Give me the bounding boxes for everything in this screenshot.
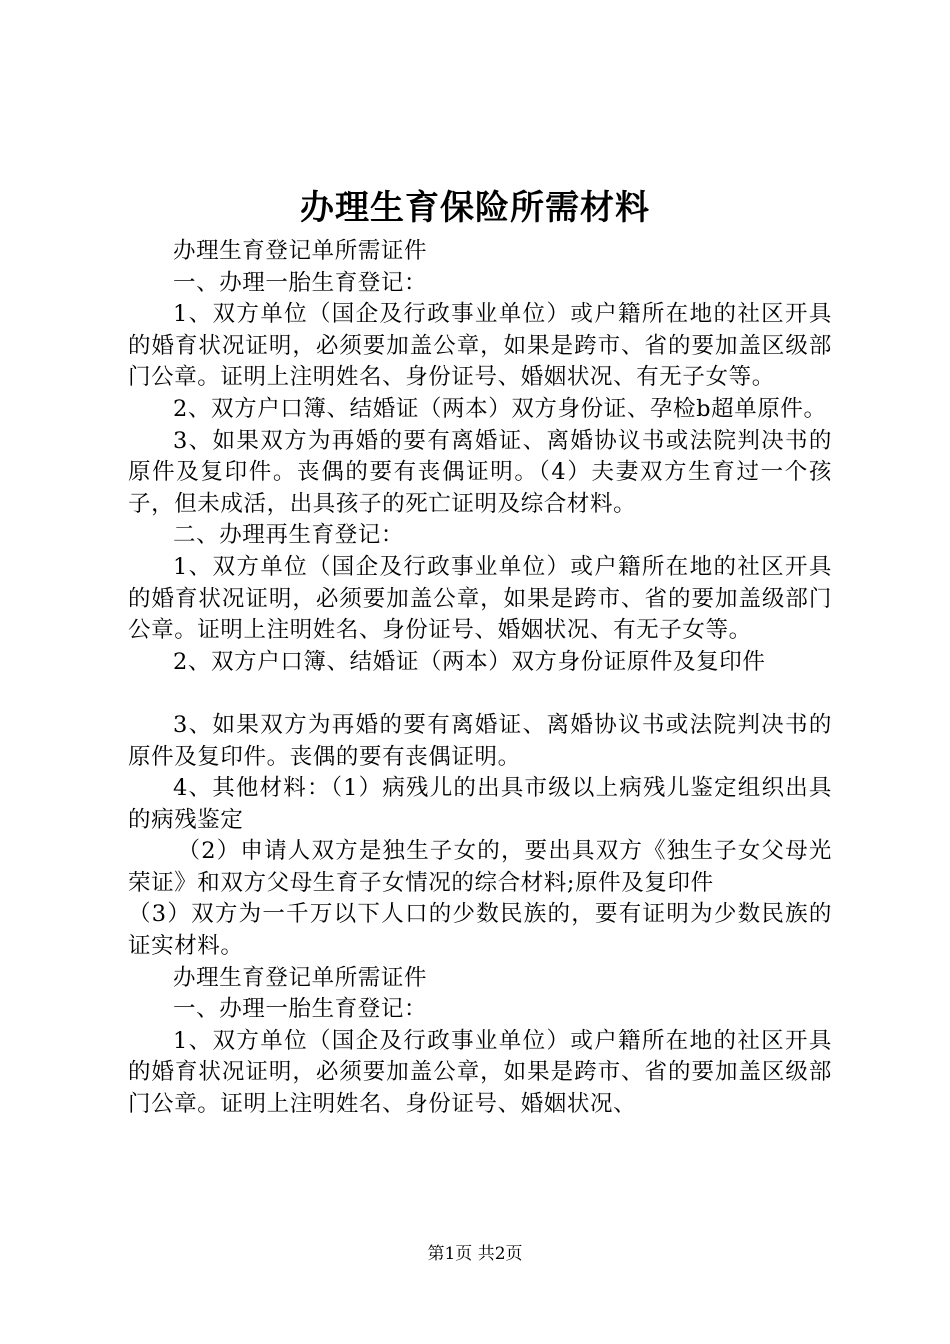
paragraph: 二、办理再生育登记： — [173, 522, 405, 549]
page-number-footer: 第1页 共2页 — [427, 1244, 523, 1264]
paragraph: 3、如果双方为再婚的要有离婚证、离婚协议书或法院判决书的原件及复印件。丧偶的要有丧偶证明。（4）夫妻双方生育过一个孩子，但未成活，出具孩子的死亡证明及综合材料。 — [128, 427, 832, 517]
blank-line — [128, 678, 832, 710]
paragraph: 2、双方户口簿、结婚证（两本）双方身份证原件及复印件 — [173, 648, 766, 675]
paragraph: 办理生育登记单所需证件 — [173, 964, 428, 991]
document-body — [128, 236, 832, 1121]
document-title: 办理生育保险所需材料 — [300, 188, 650, 228]
paragraph: 一、办理一胎生育登记： — [173, 996, 428, 1023]
paragraph: 1、双方单位（国企及行政事业单位）或户籍所在地的社区开具的婚育状况证明，必须要加盖公章，如果是跨市、省的要加盖区级部门公章。证明上注明姓名、身份证号、婚姻状况、有无子女等。 — [128, 301, 832, 391]
paragraph: （2）申请人双方是独生子女的，要出具双方《独生子女父母光荣证》和双方父母生育子女情况的综合材料;原件及复印件 — [128, 838, 832, 896]
paragraph: （3）双方为一千万以下人口的少数民族的，要有证明为少数民族的证实材料。 — [128, 901, 832, 960]
paragraph: 1、双方单位（国企及行政事业单位）或户籍所在地的社区开具的婚育状况证明，必须要加盖公章，如果是跨市、省的要加盖区级部门公章。证明上注明姓名、身份证号、婚姻状况、 — [128, 1027, 832, 1118]
paragraph: 3、如果双方为再婚的要有离婚证、离婚协议书或法院判决书的原件及复印件。丧偶的要有丧偶证明。 — [128, 711, 832, 770]
paragraph: 1、双方单位（国企及行政事业单位）或户籍所在地的社区开具的婚育状况证明，必须要加盖公章，如果是跨市、省的要加盖级部门公章。证明上注明姓名、身份证号、婚姻状况、有无子女等。 — [128, 553, 832, 644]
paragraph: 一、办理一胎生育登记： — [173, 269, 428, 296]
paragraph: 办理生育登记单所需证件 — [173, 238, 428, 264]
paragraph: 2、双方户口簿、结婚证（两本）双方身份证、孕检b超单原件。 — [173, 395, 827, 422]
paragraph: 4、其他材料：（1）病残儿的出具市级以上病残儿鉴定组织出具的病残鉴定 — [128, 775, 832, 833]
